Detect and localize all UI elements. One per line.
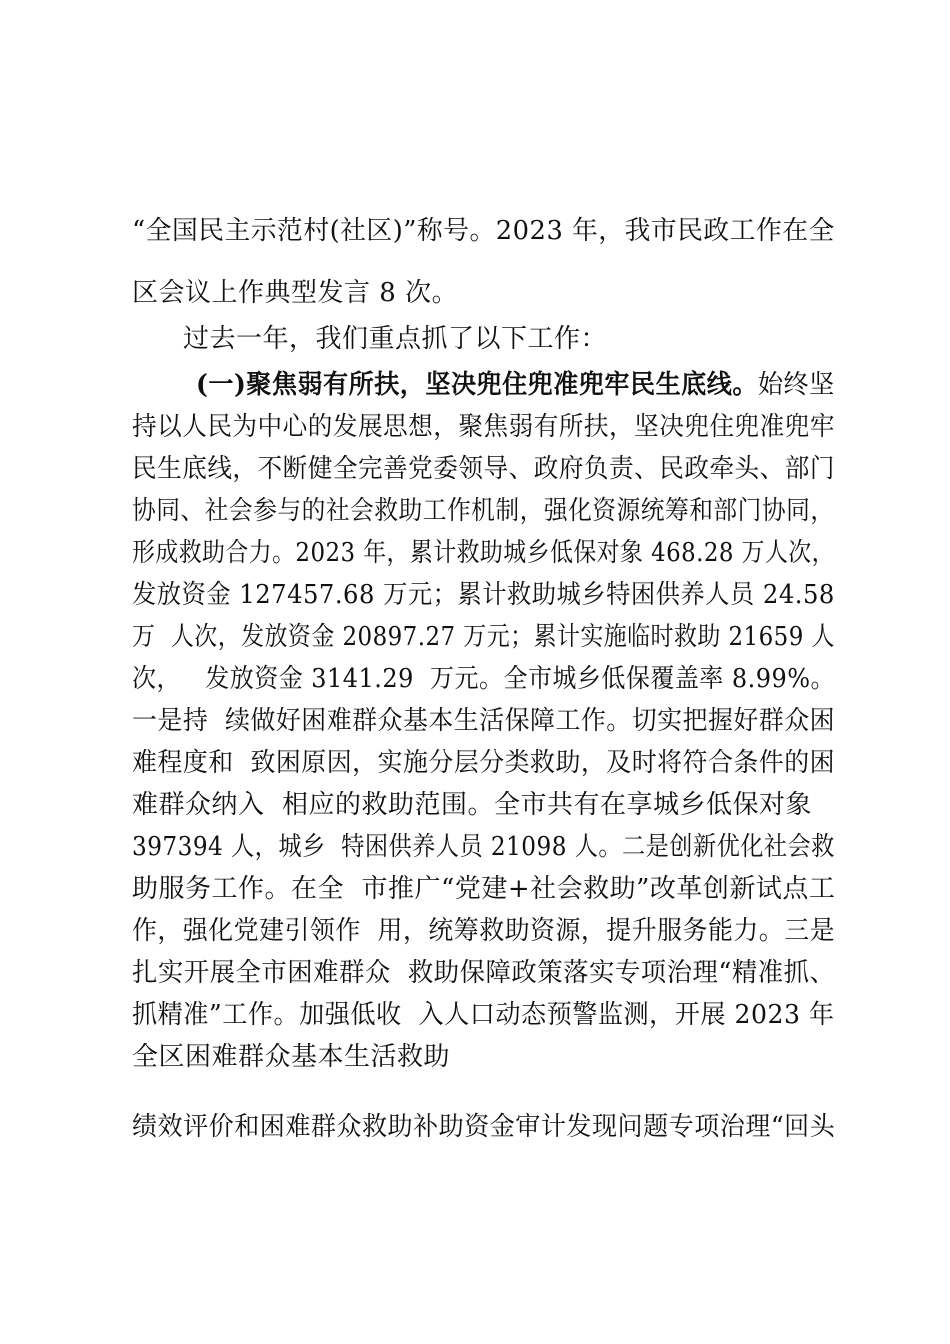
text-line-10: 万 人次，发放资金 20897.27 万元；累计实施临时救助 21659 人 — [132, 622, 835, 652]
text-line-11: 次， 发放资金 3141.29 万元。全市城乡低保覆盖率 8.99%。 — [132, 664, 835, 694]
text-line-7: 协同、社会参与的社会救助工作机制，强化资源统筹和部门协同， — [132, 496, 835, 526]
text-line-5: 持以人民为中心的发展思想，聚焦弱有所扶，坚决兜住兜准兜牢 — [132, 412, 835, 442]
text-line-3: 过去一年，我们重点抓了以下工作： — [183, 324, 608, 354]
text-line-2: 区会议上作典型发言 8 次。 — [132, 278, 459, 308]
section-heading: (一)聚焦弱有所扶，坚决兜住兜准兜牢民生底线。 — [196, 370, 758, 400]
text-line-14: 难群众纳入 相应的救助范围。全市共有在享城乡低保对象 — [132, 790, 813, 820]
text-line-12: 一是持 续做好困难群众基本生活保障工作。切实把握好群众困 — [132, 706, 836, 736]
text-line-19: 抓精准”工作。加强低收 入人口动态预警监测，开展 2023 年 — [132, 1000, 835, 1030]
text-line-16: 助服务工作。在全 市推广“党建+社会救助”改革创新试点工 — [132, 874, 836, 904]
text-line-8: 形成救助合力。2023 年，累计救助城乡低保对象 468.28 万人次， — [132, 538, 835, 568]
text-line-21: 绩效评价和困难群众救助补助资金审计发现问题专项治理“回头 — [132, 1112, 836, 1142]
text-line-15: 397394 人，城乡 特困供养人员 21098 人。二是创新优化社会救 — [132, 832, 835, 862]
section-heading-line — [196, 368, 835, 402]
text-line-1: “全国民主示范村(社区)”称号。2023 年，我市民政工作在全 — [132, 216, 835, 246]
text-line-13: 难程度和 致困原因，实施分层分类救助，及时将符合条件的困 — [132, 748, 836, 778]
text-line-20: 全区困难群众基本生活救助 — [132, 1042, 451, 1072]
text-line-9: 发放资金 127457.68 万元；累计救助城乡特困供养人员 24.58 — [132, 580, 835, 610]
text-line-17: 作，强化党建引领作 用，统筹救助资源，提升服务能力。三是 — [132, 916, 836, 946]
heading-tail: 始终坚 — [757, 370, 835, 400]
text-line-6: 民生底线，不断健全完善党委领导、政府负责、民政牵头、部门 — [132, 454, 835, 484]
text-line-18: 扎实开展全市困难群众 救助保障政策落实专项治理“精准抓、 — [132, 958, 836, 988]
